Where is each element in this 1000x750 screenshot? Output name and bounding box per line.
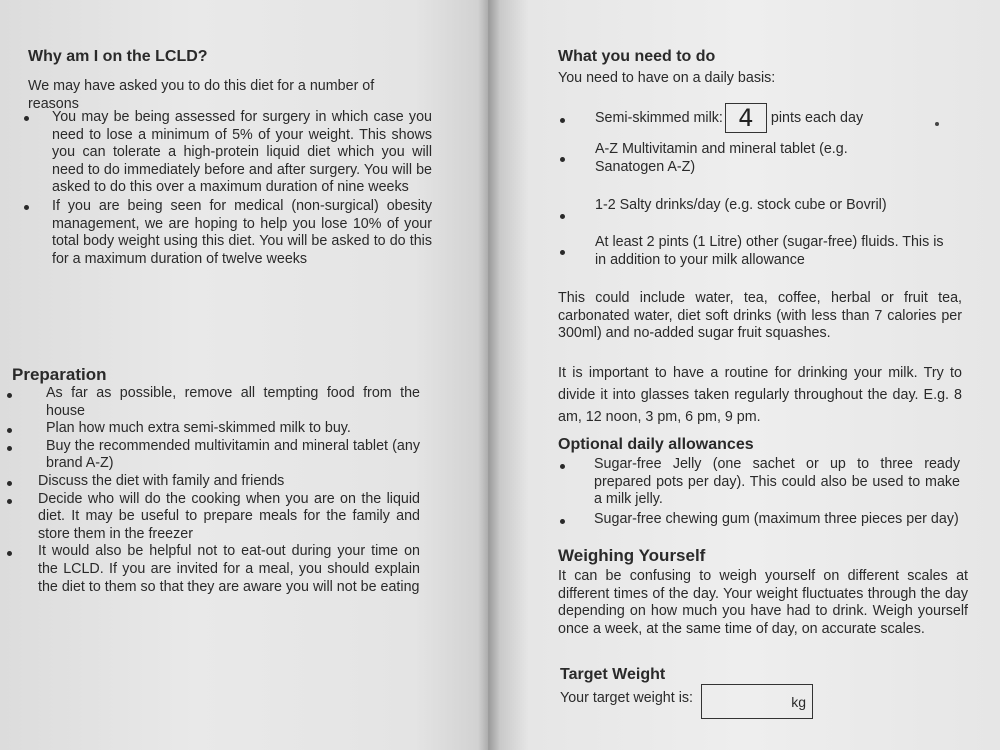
target-unit: kg bbox=[791, 694, 806, 710]
milk-amount-value: 4 bbox=[738, 104, 754, 132]
routine-paragraph bbox=[558, 362, 962, 428]
multivitamin-item bbox=[595, 141, 885, 176]
bullet-icon bbox=[7, 428, 12, 433]
list-item bbox=[10, 438, 420, 473]
preparation-item-text: Decide who will do the cooking when you are on the liquid diet. It may be useful to prepare meals for the family and store them in the freezer bbox=[38, 490, 420, 542]
list-item bbox=[560, 456, 960, 509]
salty-item bbox=[595, 197, 975, 215]
milk-suffix: pints each day bbox=[770, 110, 864, 126]
weighing-heading: Weighing Yourself bbox=[558, 546, 706, 565]
fluids-item bbox=[595, 234, 945, 269]
preparation-item-text: Plan how much extra semi-skimmed milk to buy. bbox=[46, 420, 351, 437]
bullet-icon bbox=[7, 481, 12, 486]
target-heading: Target Weight bbox=[560, 666, 666, 683]
preparation-item-text: Buy the recommended multivitamin and mineral tablet (any brand A-Z) bbox=[46, 437, 420, 472]
preparation-item-text: It would also be helpful not to eat-out during your time on the LCLD. If you are invited for a meal, you should explain the diet to them so that they are aware you will not be eating bbox=[38, 543, 420, 595]
why-heading: Why am I on the LCLD? bbox=[28, 48, 208, 65]
bullet-icon bbox=[24, 116, 29, 121]
weighing-text: It can be confusing to weigh yourself on different scales at different times of the day. Your weight fluctuates through the day depending on how much you have had to drink. Weigh yourself once a week, at the same time of day, on accurate scales. bbox=[558, 568, 968, 637]
list-item bbox=[10, 473, 420, 491]
milk-label: Semi-skimmed milk: bbox=[595, 110, 723, 126]
bullet-icon bbox=[7, 393, 12, 398]
optional-heading: Optional daily allowances bbox=[558, 436, 754, 453]
list-item bbox=[560, 511, 960, 529]
need-intro-text: You need to have on a daily basis: bbox=[558, 70, 776, 86]
list-item bbox=[22, 198, 432, 268]
list-item bbox=[10, 385, 420, 420]
bullet-icon bbox=[560, 214, 565, 219]
bullet-icon bbox=[560, 118, 565, 123]
preparation-item-text: As far as possible, remove all tempting food from the house bbox=[46, 385, 420, 419]
need-intro bbox=[558, 70, 978, 88]
weighing-paragraph bbox=[558, 568, 968, 638]
why-intro-text: We may have asked you to do this diet for a number of reasons bbox=[28, 78, 375, 112]
bullet-icon bbox=[7, 446, 12, 451]
bullet-icon bbox=[24, 205, 29, 210]
include-paragraph bbox=[558, 290, 962, 343]
optional-item-text: Sugar-free chewing gum (maximum three pieces per day) bbox=[594, 510, 959, 527]
salty-text: 1-2 Salty drinks/day (e.g. stock cube or Bovril) bbox=[595, 197, 887, 213]
page-fold bbox=[478, 0, 500, 750]
target-row bbox=[560, 682, 860, 719]
multivitamin-text: A-Z Multivitamin and mineral tablet (e.g. Sanatogen A-Z) bbox=[595, 141, 848, 175]
list-item bbox=[10, 420, 420, 438]
bullet-icon bbox=[7, 499, 12, 504]
why-item-text: You may be being assessed for surgery in which case you need to lose a minimum of 5% of your weight. This shows you can tolerate a high-protein liquid diet which you will need to do immediately before and after surgery. You will be asked to do this over a maximum duration of nine weeks bbox=[52, 109, 432, 196]
bullet-icon bbox=[560, 464, 565, 469]
bullet-icon bbox=[7, 551, 12, 556]
bullet-icon bbox=[560, 157, 565, 162]
optional-item-text: Sugar-free Jelly (one sachet or up to three ready prepared pots per day). This could also be used to make a milk jelly. bbox=[594, 456, 960, 508]
preparation-item-text: Discuss the diet with family and friends bbox=[38, 472, 285, 489]
why-intro bbox=[28, 78, 428, 113]
optional-list bbox=[560, 456, 960, 528]
preparation-heading: Preparation bbox=[12, 365, 107, 384]
bullet-icon bbox=[560, 519, 565, 524]
routine-text: It is important to have a routine for drinking your milk. Try to divide it into glasses taken regularly throughout the day. E.g. 8 am, 12 noon, 3 pm, 6 pm, 9 pm. bbox=[558, 365, 962, 425]
pen-mark bbox=[935, 122, 939, 126]
why-item-text: If you are being seen for medical (non-surgical) obesity management, we are hoping to help you lose 10% of your total body weight using this diet. You will be asked to do this for a maximum duration of twelve weeks bbox=[52, 197, 432, 267]
list-item bbox=[22, 109, 432, 197]
need-heading: What you need to do bbox=[558, 48, 716, 65]
list-item bbox=[10, 543, 420, 596]
target-label: Your target weight is: bbox=[560, 690, 693, 706]
milk-amount-field[interactable] bbox=[725, 103, 767, 133]
bullet-icon bbox=[560, 250, 565, 255]
include-text: This could include water, tea, coffee, herbal or fruit tea, carbonated water, diet soft drinks (with less than 7 calories per 300ml) and no-added sugar fruit squashes. bbox=[558, 290, 962, 342]
list-item bbox=[10, 491, 420, 544]
preparation-list bbox=[10, 385, 420, 596]
why-list bbox=[22, 109, 432, 268]
fluids-text: At least 2 pints (1 Litre) other (sugar-free) fluids. This is in addition to your milk allowance bbox=[595, 234, 944, 268]
target-weight-field[interactable] bbox=[701, 684, 813, 719]
milk-row bbox=[595, 103, 975, 133]
